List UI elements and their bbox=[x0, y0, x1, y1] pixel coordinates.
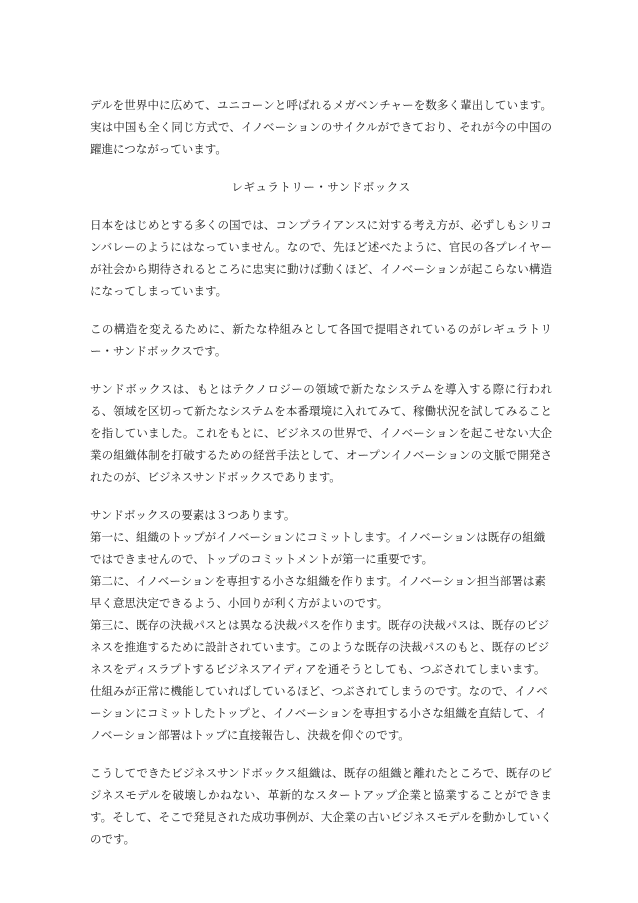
paragraph-conclusion: こうしてできたビジネスサンドボックス組織は、既存の組織と離れたところで、既存のビジネスモデルを破壊しかねない、革新的なスタートアップ企業と協業することができます。そして、そこで発見された成功事例が、大企業の古いビジネスモデルを動かしていくのです。 bbox=[90, 766, 552, 846]
paragraph-compliance: 日本をはじめとする多くの国では、コンプライアンスに対する考え方が、必ずしもシリコンバレーのようにはなっていません。なので、先ほど述べたように、官民の各プレイヤーが社会から期待されるところに忠実に動けば動くほど、イノベーションが起こらない構造になってしまっています。 bbox=[90, 218, 552, 298]
requirement-item: 第一に、組織のトップがイノベーションにコミットします。イノベーションは既存の組織ではできませんので、トップのコミットメントが第一に重要です。 bbox=[90, 530, 546, 566]
section-heading: レギュラトリー・サンドボックス bbox=[231, 180, 411, 194]
document-body bbox=[90, 94, 552, 866]
paragraph-structure: この構造を変えるために、新たな枠組みとして各国で提唱されているのがレギュラトリー・サンドボックスです。 bbox=[90, 322, 552, 358]
requirements-intro: サンドボックスの要素は３つあります。 bbox=[90, 508, 296, 522]
requirement-item: 第三に、既存の決裁パスとは異なる決裁パスを作ります。既存の決裁パスは、既存のビジネスを推進するために設計されています。このような既存の決裁パスのもと、既存のビジネスをディスラプトするビジネスアイディアを通そうとしても、つぶされてしまいます。仕組みが正常に機能していればしているほど、つぶされてしまうのです。なので、イノベーションにコミットしたトップと、イノベーションを専担する小さな組織を直結して、イノベーション部署はトップに直接報告し、決裁を仰ぐのです。 bbox=[90, 618, 550, 742]
paragraph-sandbox-origin: サンドボックスは、もとはテクノロジーの領域で新たなシステムを導入する際に行われる、領域を区切って新たなシステムを本番環境に入れてみて、稼働状況を試してみることを指していました。これをもとに、ビジネスの世界で、イノベーションを起こせない大企業の組織体制を打破するための経営手法として、オープンイノベーションの文脈で開発されたのが、ビジネスサンドボックスであります。 bbox=[90, 382, 552, 484]
requirement-item: 第二に、イノベーションを専担する小さな組織を作ります。イノベーション担当部署は素早く意思決定できるよう、小回りが利く方がよいのです。 bbox=[90, 574, 546, 610]
requirements-list bbox=[90, 504, 552, 746]
paragraph-intro: デルを世界中に広めて、ユニコーンと呼ばれるメガベンチャーを数多く輩出しています。実は中国も全く同じ方式で、イノベーションのサイクルができており、それが今の中国の躍進につながっています。 bbox=[90, 98, 552, 156]
